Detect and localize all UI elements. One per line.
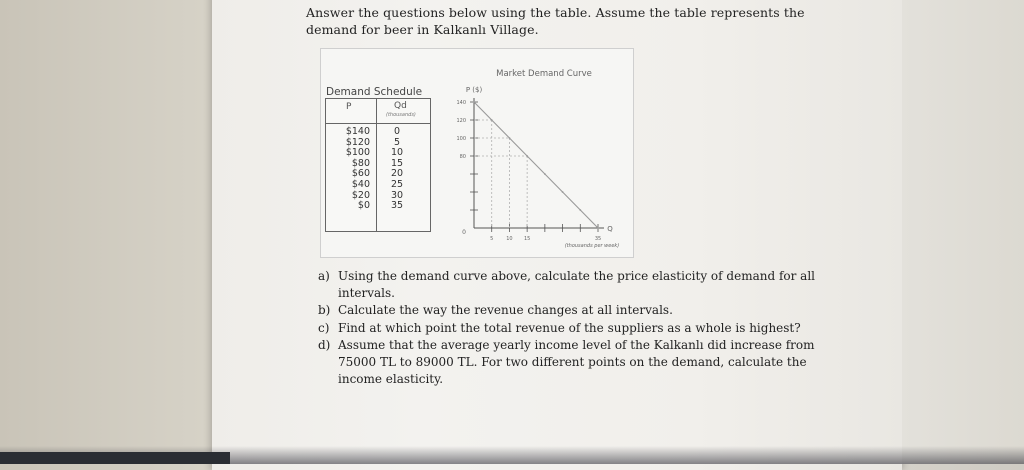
quantity-column (382, 127, 412, 212)
question-label: c) (318, 320, 330, 335)
x-axis-unit: (thousands per week) (564, 243, 620, 249)
x-tick-label: 10 (506, 236, 513, 242)
data-point (597, 227, 599, 229)
quantity-cell: 0 (393, 126, 401, 137)
x-axis-label: Q (607, 225, 613, 233)
question-item (318, 268, 838, 302)
schedule-title: Demand Schedule (326, 86, 423, 98)
question-text: Assume that the average yearly income level of the Kalkanlı did increase from 75000 TL to 89000 TL. For two different points on the demand, calculate the income elasticity. (338, 337, 815, 387)
question-item (318, 320, 838, 337)
question-list (318, 268, 838, 388)
price-cell: $120 (345, 136, 370, 148)
question-label: b) (318, 303, 331, 318)
quantity-cell: 35 (390, 200, 404, 212)
column-divider (376, 99, 377, 231)
y-tick-label: 140 (456, 100, 466, 106)
market-demand-chart (440, 62, 630, 254)
quantity-cell: 30 (390, 189, 404, 201)
data-point (509, 137, 511, 139)
question-item (318, 302, 838, 319)
data-point (526, 155, 528, 157)
header-price: P (346, 102, 352, 112)
desk-edge (0, 452, 230, 464)
question-label: d) (318, 337, 331, 352)
y-tick-label: 100 (456, 136, 466, 142)
x-tick-label: 35 (594, 236, 602, 242)
demand-curve (474, 102, 598, 228)
header-quantity: Qd (394, 101, 407, 111)
y-tick-label: 80 (459, 154, 466, 160)
instruction-text: Answer the questions below using the table. Assume the table represents the demand for beer in Kalkanlı Village. (306, 5, 805, 37)
quantity-cell: 5 (393, 136, 401, 148)
quantity-cell: 15 (390, 157, 404, 169)
x-tick-label: 5 (490, 236, 494, 242)
data-point (579, 209, 581, 211)
data-point (544, 173, 546, 175)
y-tick-label: 120 (456, 118, 466, 124)
price-cell: $100 (345, 147, 370, 159)
price-cell: $20 (351, 189, 370, 201)
price-cell: $0 (357, 200, 370, 212)
header-quantity-unit: (thousands) (386, 112, 416, 118)
question-label: a) (318, 269, 330, 283)
demand-schedule-table (325, 98, 431, 232)
price-cell: $80 (351, 157, 370, 169)
price-cell: $140 (345, 126, 370, 137)
price-cell: $60 (351, 168, 370, 180)
y-axis-label: P ($) (465, 86, 483, 94)
quantity-cell: 25 (390, 178, 404, 190)
background-sheet (902, 0, 1024, 464)
question-text: Find at which point the total revenue of the suppliers as a whole is highest? (338, 320, 801, 335)
question-text: Using the demand curve above, calculate the price elasticity of demand for all intervals. (338, 269, 815, 301)
chart-title: Market Demand Curve (496, 69, 592, 79)
question-item (318, 337, 838, 389)
data-point (562, 191, 564, 193)
x-tick-label: 15 (523, 236, 531, 242)
quantity-cell: 10 (390, 147, 404, 159)
data-point (473, 101, 475, 103)
origin-label: 0 (462, 229, 466, 236)
schedule-header (326, 99, 430, 124)
data-point (491, 119, 493, 121)
question-text: Calculate the way the revenue changes at all intervals. (338, 303, 673, 318)
price-column (330, 127, 370, 212)
quantity-cell: 20 (390, 168, 404, 180)
price-cell: $40 (351, 178, 370, 190)
